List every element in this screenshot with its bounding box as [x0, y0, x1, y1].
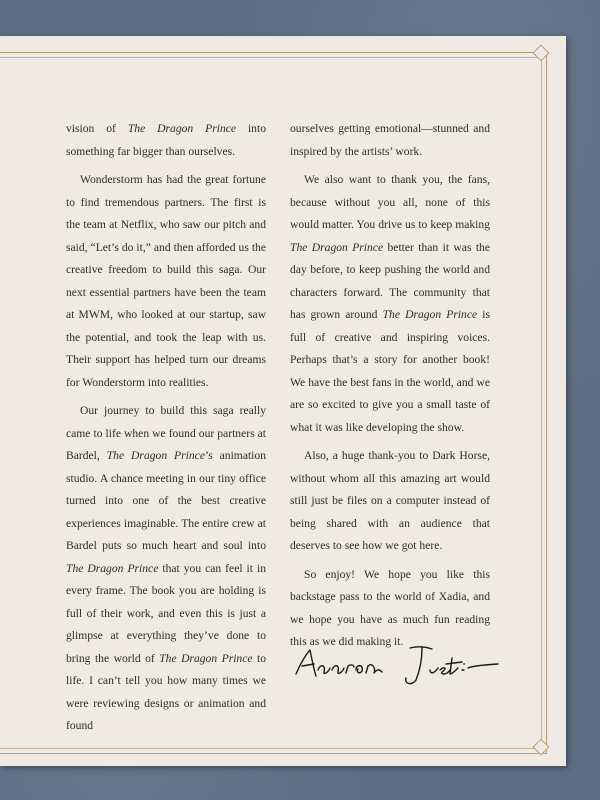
- text-run: is full of creative and inspiring voices. Perhaps that’s a story for another book! We have the best fans in the world, and we are so excited to give you a small taste of what it was like developing the show.: [290, 308, 490, 434]
- book-title: The Dragon Prince: [66, 561, 159, 575]
- right-text-column: [290, 118, 490, 654]
- paragraph: [290, 445, 490, 558]
- book-title: The Dragon Prince: [127, 122, 237, 135]
- text-run: Our journey to build this saga really came to life when we found our partners at Bardel,: [66, 404, 266, 462]
- text-run: that you can feel it in every frame. The book you are holding is full of their work, and even this is just a glimpse at everything they’ve done to bring the world of: [66, 561, 266, 665]
- book-title: The Dragon Prince: [290, 240, 384, 254]
- paragraph: [66, 169, 266, 394]
- book-title: The Dragon Prince: [159, 651, 253, 665]
- paragraph: [290, 169, 490, 439]
- paragraph: [66, 400, 266, 738]
- handwritten-signature: [292, 640, 502, 690]
- text-run: So enjoy! We hope you like this backstage pass to the world of Xadia, and we hope you have as much fun reading this as we did making it.: [290, 567, 490, 648]
- book-title: The Dragon Prince: [106, 449, 205, 462]
- text-run: better than it was the day before, to keep pushing the world and characters forward. The community that has grown around: [290, 240, 490, 321]
- text-run: Also, a huge thank-you to Dark Horse, without whom all this amazing art would still just be files on a computer instead of being shared with an audience that deserves to see how we got here.: [290, 449, 490, 552]
- text-run: vision of: [66, 122, 128, 135]
- paragraph: [66, 118, 266, 163]
- text-run: into something far bigger than ourselves.: [66, 122, 266, 158]
- text-run: Wonderstorm has had the great fortune to find tremendous partners. The first is the team at Netflix, who saw our pitch and said, “Let’s do it,” and then afforded us the creative freedom to build this saga. Our next essential partners have been the team at MWM, who looked at our startup, saw the potential, and took the leap with us. Their support has helped turn our dreams for Wonderstorm into realities.: [66, 173, 266, 389]
- left-text-column: [66, 118, 266, 738]
- paragraph: [290, 118, 490, 163]
- text-run: ’s animation studio. A chance meeting in our tiny office turned into one of the best creative experiences imaginable. The entire crew at Bardel puts so much heart and soul into: [66, 449, 266, 552]
- text-run: to life. I can’t tell you how many times we were reviewing designs or animation and found: [66, 651, 266, 732]
- book-title: The Dragon Prince: [382, 308, 478, 321]
- text-run: ourselves getting emotional—stunned and inspired by the artists’ work.: [290, 122, 490, 158]
- text-run: We also want to thank you, the fans, because without you all, none of this would matter. You drive us to keep making: [290, 173, 490, 231]
